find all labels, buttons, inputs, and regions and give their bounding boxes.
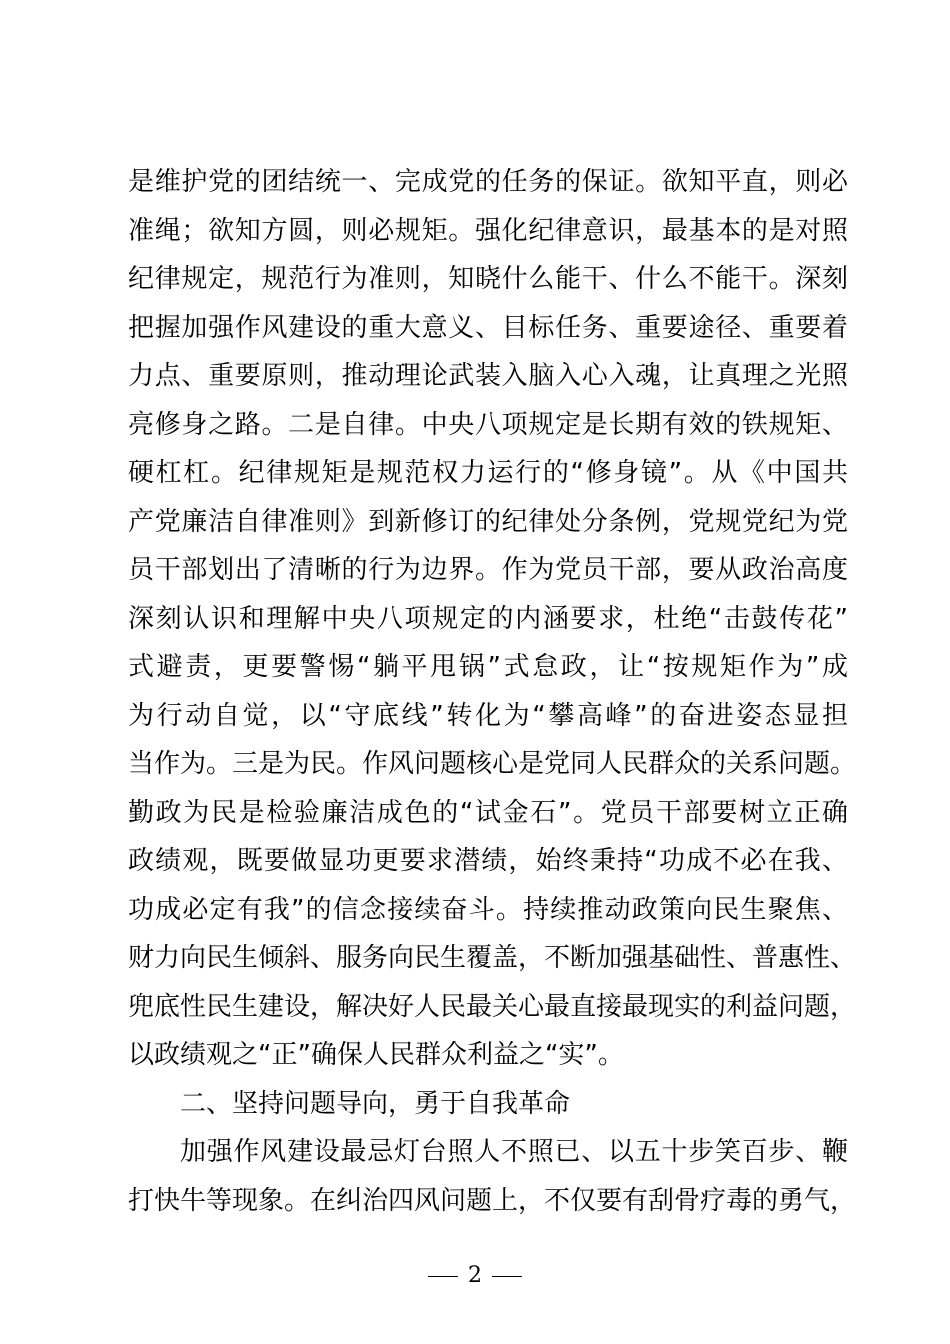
text-line: 员干部划出了清晰的行为边界。作为党员干部，要从政治高度 xyxy=(128,555,848,585)
footer-dash-left xyxy=(428,1276,458,1277)
page-footer xyxy=(0,1263,950,1288)
text-line: 力点、重要原则，推动理论武装入脑入心入魂，让真理之光照 xyxy=(128,361,848,391)
text-line: 纪律规定，规范行为准则，知晓什么能干、什么不能干。深刻 xyxy=(128,264,848,294)
page-number: 2 xyxy=(468,1263,482,1288)
footer-dash-right xyxy=(492,1276,522,1277)
text-line: 产党廉洁自律准则》到新修订的纪律处分条例，党规党纪为党 xyxy=(128,506,848,537)
section-heading: 二、坚持问题导向，勇于自我革命 xyxy=(180,1088,571,1119)
text-line: 式避责，更要警惕“躺平甩锅”式怠政，让“按规矩作为”成 xyxy=(128,652,848,682)
text-line: 是维护党的团结统一、完成党的任务的保证。欲知平直，则必 xyxy=(128,167,848,197)
text-line: 硬杠杠。纪律规矩是规范权力运行的“修身镜”。从《中国共 xyxy=(128,458,848,488)
text-line: 准绳；欲知方圆，则必规矩。强化纪律意识，最基本的是对照 xyxy=(128,215,848,246)
text-line: 亮修身之路。二是自律。中央八项规定是长期有效的铁规矩、 xyxy=(128,409,848,440)
text-line: 为行动自觉，以“守底线”转化为“攀高峰”的奋进姿态显担 xyxy=(128,700,848,731)
text-line: 加强作风建设最忌灯台照人不照已、以五十步笑百步、鞭 xyxy=(180,1137,848,1167)
text-line: 把握加强作风建设的重大意义、目标任务、重要途径、重要着 xyxy=(128,312,848,343)
text-line: 勤政为民是检验廉洁成色的“试金石”。党员干部要树立正确 xyxy=(128,797,848,828)
text-line: 打快牛等现象。在纠治四风问题上，不仅要有刮骨疗毒的勇气， xyxy=(128,1185,857,1216)
text-line: 功成必定有我”的信念接续奋斗。持续推动政策向民生聚焦、 xyxy=(128,894,848,925)
text-line: 政绩观，既要做显功更要求潜绩，始终秉持“功成不必在我、 xyxy=(128,846,848,876)
document-body xyxy=(128,158,857,1225)
text-line: 兜底性民生建设，解决好人民最关心最直接最现实的利益问题， xyxy=(128,991,857,1022)
text-line: 当作为。三是为民。作风问题核心是党同人民群众的关系问题。 xyxy=(128,749,857,779)
text-line: 深刻认识和理解中央八项规定的内涵要求，杜绝“击鼓传花” xyxy=(128,603,848,634)
text-line: 财力向民生倾斜、服务向民生覆盖，不断加强基础性、普惠性、 xyxy=(128,943,857,973)
text-line: 以政绩观之“正”确保人民群众利益之“实”。 xyxy=(128,1040,624,1070)
